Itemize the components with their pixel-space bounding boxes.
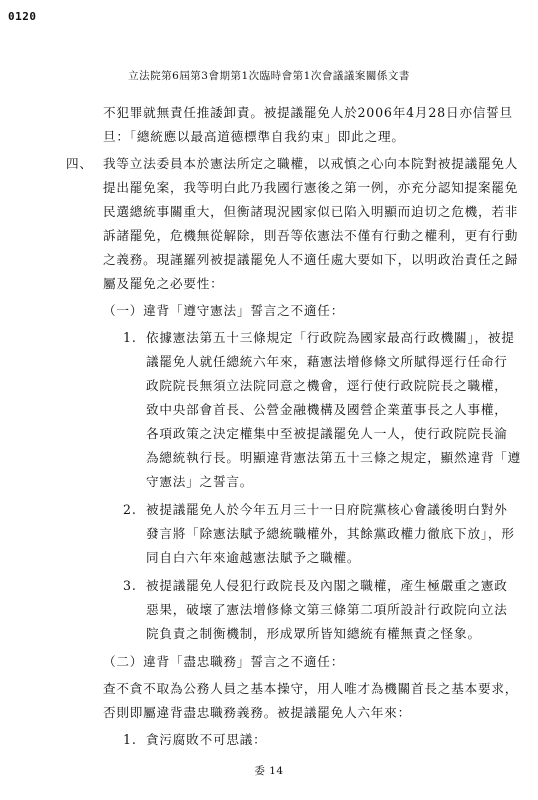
- section-line: 之義務。現謹羅列被提議罷免人不適任處大要如下，以明政治責任之歸: [103, 252, 519, 267]
- page-number: 0120: [8, 10, 37, 23]
- item-line: 同自白六年來逾越憲法賦予之職權。: [146, 550, 361, 565]
- section-line: 我等立法委員本於憲法所定之職權，以戒慎之心向本院對被提議罷免人: [103, 156, 519, 171]
- continuation-line: 不犯罪就無責任推諉卸責。被提議罷免人於2006年4月28日亦信誓旦: [103, 105, 513, 120]
- subsection-line: 查不貪不取為公務人員之基本操守，用人唯才為機關首長之基本要求，: [103, 681, 519, 696]
- item-line: 議罷免人就任總統六年來，藉憲法增修條文所賦得逕行任命行: [146, 354, 508, 369]
- item-number: 2.: [123, 502, 137, 517]
- subsection-heading: （一）違背「遵守憲法」誓言之不適任：: [103, 303, 345, 318]
- item-line: 惡果，破壞了憲法增修條文第三條第二項所設計行政院向立法: [146, 602, 508, 617]
- section-line: 屬及罷免之必要性：: [103, 276, 224, 291]
- section-line: 提出罷免案，我等明白此乃我國行憲後之第一例，亦充分認知提案罷免: [103, 180, 519, 195]
- section-line: 民選總統事關重大，但衡諸現況國家似已陷入明顯而迫切之危機，若非: [103, 204, 519, 219]
- item-line: 被提議罷免人於今年五月三十一日府院黨核心會議後明白對外: [146, 502, 508, 517]
- item-line: 依據憲法第五十三條規定「行政院為國家最高行政機關」，被提: [146, 330, 515, 345]
- item-line: 守憲法」之誓言。: [146, 474, 254, 489]
- item-number: 1.: [123, 732, 137, 747]
- item-line: 政院院長無須立法院同意之機會，逕行使行政院院長之職權，: [146, 378, 508, 393]
- item-line: 被提議罷免人侵犯行政院長及內閣之職權，產生極嚴重之憲政: [146, 578, 508, 593]
- item-line: 發言將「除憲法賦予總統職權外，其餘黨政權力徹底下放」，形: [146, 526, 515, 541]
- subsection-line: 否則即屬違背盡忠職務義務。被提議罷免人六年來：: [103, 705, 412, 720]
- document-header: 立法院第6屆第3會期第1次臨時會第1次會議議案關係文書: [128, 70, 410, 82]
- section-line: 訴諸罷免，危機無從解除，則吾等依憲法不僅有行動之權利，更有行動: [103, 228, 519, 243]
- section-marker: 四、: [66, 156, 93, 171]
- item-line: 貪污腐敗不可思議：: [146, 732, 267, 747]
- item-line: 為總統執行長。明顯違背憲法第五十三條之規定，顯然違背「遵: [146, 450, 522, 465]
- continuation-line: 旦：「總統應以最高道德標準自我約束」即此之理。: [103, 129, 405, 144]
- item-line: 院負責之制衡機制，形成眾所皆知總統有權無責之怪象。: [146, 626, 481, 641]
- item-number: 3.: [123, 578, 137, 593]
- item-number: 1.: [123, 330, 137, 345]
- subsection-heading: （二）違背「盡忠職務」誓言之不適任：: [103, 654, 345, 669]
- item-line: 各項政策之決定權集中至被提議罷免人一人，使行政院院長淪: [146, 426, 508, 441]
- page-footer: 委 14: [254, 765, 284, 777]
- item-line: 致中央部會首長、公營金融機構及國營企業董事長之人事權，: [146, 402, 508, 417]
